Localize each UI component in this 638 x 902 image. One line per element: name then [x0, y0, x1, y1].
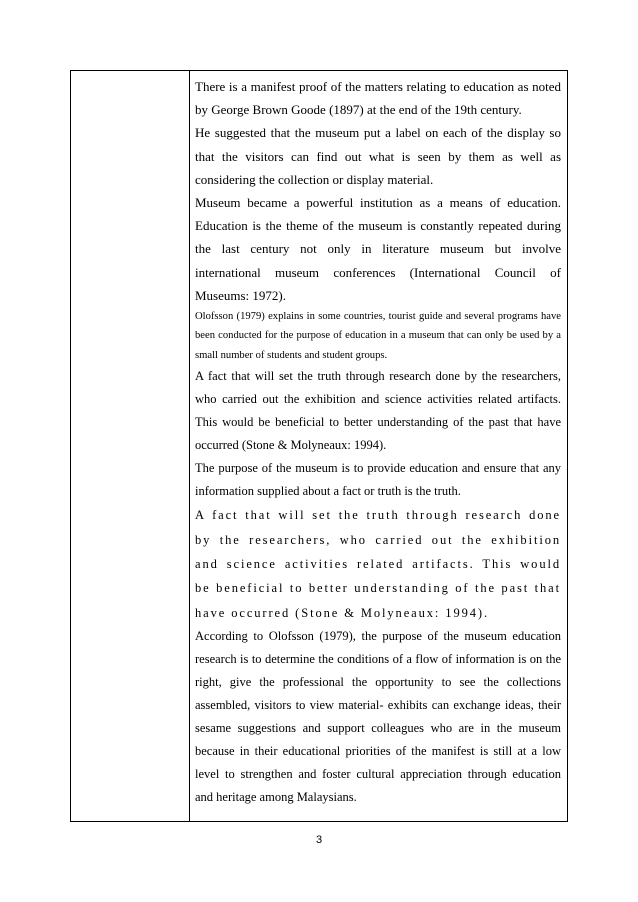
page-number: 3 — [315, 834, 323, 846]
content-table — [70, 70, 568, 822]
column-divider — [189, 71, 190, 821]
paragraph-olofsson-programs: Olofsson (1979) explains in some countries, tourist guide and several programs have been conducted for the purpose of education in a museum that can only be used by a small number of students and student groups. — [195, 311, 561, 361]
paragraph-olofsson-purpose: According to Olofsson (1979), the purpose of the museum education research is to determine the conditions of a flow of information is on the right, give the professional the opportunity to see the collections assembled, visitors to view material- exhibits can exchange ideas, their sesame suggestions and support colleagues who are in the museum because in their educational priorities of the manifest is still at a low level to strengthen and foster cultural appreciation through education and heritage among Malaysians. — [195, 629, 561, 805]
paragraph-goode-proof: There is a manifest proof of the matters relating to education as noted by George Brown Goode (1897) at the end of the 19th century. — [195, 79, 561, 118]
paragraph-museum-education: Museum became a powerful institution as a means of education. Education is the theme of the museum is constantly repeated during the last century not only in literature museum but involve international museum conferences (International Council of Museums: 1972). — [195, 195, 561, 303]
table-text-cell — [195, 75, 561, 809]
paragraph-label-suggestion: He suggested that the museum put a label on each of the display so that the visitors can find out what is seen by them as well as considering the collection or display material. — [195, 125, 561, 187]
paragraph-museum-purpose: The purpose of the museum is to provide education and ensure that any information supplied about a fact or truth is the truth. — [195, 461, 561, 499]
paragraph-research-fact-repeated: A fact that will set the truth through research done by the researchers, who carried out the exhibition and science activities related artifacts. This would be beneficial to better understanding of the past that have occurred (Stone & Molyneaux: 1994). — [195, 508, 561, 620]
paragraph-research-fact: A fact that will set the truth through research done by the researchers, who carried out the exhibition and science activities related artifacts. This would be beneficial to better understanding of the past that have occurred (Stone & Molyneaux: 1994). — [195, 369, 561, 453]
